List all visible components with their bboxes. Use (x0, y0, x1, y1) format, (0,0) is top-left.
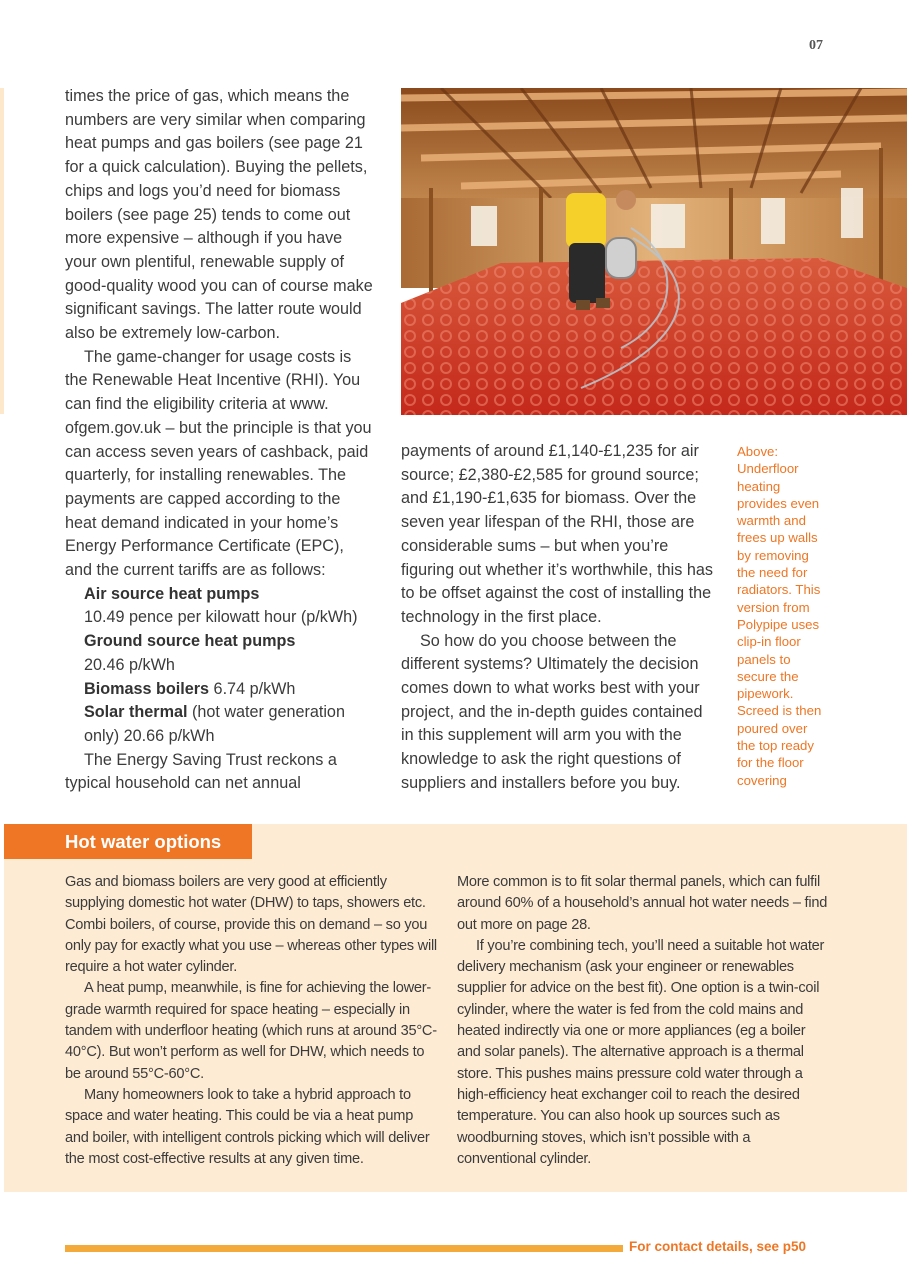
page-number: 07 (809, 38, 823, 53)
tariff-name: Ground source heat pumps (84, 632, 296, 651)
paragraph: The Energy Saving Trust reckons a typical household can net annual (65, 750, 337, 793)
footer-contact-link[interactable]: For contact details, see p50 (629, 1239, 807, 1254)
paragraph: The game-changer for usage costs is the Renewable Heat Incentive (RHI). You can find the eligibility criteria at www. ofgem.gov.uk – but the principle is that you can access seven years of cashback, paid quarterly, for installing renewables. The payments are capped according to the heat demand indicated in your home’s Energy Performance Certificate (EPC), and the current tariffs are as follows: (65, 347, 372, 580)
tariff-name: Solar thermal (84, 703, 188, 722)
photo-caption: Above: Underfloor heating provides even warmth and frees up walls by removing the need for radiators. This version from Polypipe uses clip-in floor panels to secure the pipework. Screed is then poured over the top ready for the floor covering (737, 444, 822, 788)
tariff-solar-thermal (65, 701, 375, 748)
paragraph: payments of around £1,140-£1,235 for air source; £2,380-£2,585 for ground source; and £1,190-£1,635 for biomass. Over the seven year lifespan of the RHI, those are considerable sums – but when you’re figuring out whether it’s worthwhile, this has to be offset against the cost of installing the technology in the first place. (401, 442, 713, 626)
paragraph: If you’re combining tech, you’ll need a suitable hot water delivery mechanism (ask your engineer or renewables supplier for advice on the best fit). One option is a twin-coil cylinder, where the water is fed from the cold mains and heated indirectly via one or more appliances (eg a boiler and solar panels). The alternative approach is a thermal store. This pushes mains pressure cold water through a high-efficiency heat exchanger coil to reach the desired temperature. You can also hook up sources such as woodburning stoves, which isn’t possible with a conventional cylinder. (457, 937, 825, 1167)
left-margin-rule (0, 88, 4, 414)
tariff-ground-source (65, 630, 375, 677)
tariff-biomass (65, 678, 375, 702)
middle-column (401, 440, 713, 796)
paragraph: times the price of gas, which means the numbers are very similar when comparing heat pumps and gas boilers (see page 21 for a quick calculation). Buying the pellets, chips and logs you’d need for biomass boilers (see page 25) tends to come out more expensive – although if you have your own plentiful, renewable supply of good-quality wood you can of course make significant savings. The latter route would also be extremely low-carbon. (65, 87, 373, 343)
paragraph: Many homeowners look to take a hybrid approach to space and water heating. This could be via a heat pump and boiler, with intelligent controls picking which will deliver the most cost-effective results at any given time. (65, 1086, 430, 1167)
tariff-detail: 10.49 pence per kilowatt hour (p/kWh) (84, 608, 358, 627)
tariff-detail: (hot water generation only) 20.66 p/kWh (84, 703, 345, 745)
hot-water-right-column (457, 872, 829, 1170)
tariff-name: Biomass boilers (84, 679, 210, 698)
tariff-detail: 20.46 p/kWh (84, 655, 175, 674)
tariff-name: Air source heat pumps (84, 584, 260, 603)
paragraph: More common is to fit solar thermal panels, which can fulfil around 60% of a household’s annual hot water needs – find out more on page 28. (457, 874, 828, 933)
paragraph: Gas and biomass boilers are very good at efficiently supplying domestic hot water (DHW) to taps, showers etc. Combi boilers, of course, provide this on demand – so you only pay for exactly what you use – whereas other types will require a hot water cylinder. (65, 874, 437, 976)
tariff-air-source (65, 583, 375, 630)
left-column (65, 85, 375, 796)
paragraph: A heat pump, meanwhile, is fine for achieving the lower-grade warmth required for space heating – especially in tandem with underfloor heating (which runs at around 35°C-40°C). But won’t perform as well for DHW, which needs to be around 55°C-60°C. (65, 980, 437, 1082)
footer-bar (65, 1245, 623, 1252)
tariff-detail: 6.74 p/kWh (209, 679, 296, 698)
paragraph: So how do you choose between the different systems? Ultimately the decision comes down to what works best with your project, and the in-depth guides contained in this supplement will arm you with the knowledge to ask the right questions of suppliers and installers before you buy. (401, 631, 703, 792)
hot-water-left-column (65, 872, 437, 1170)
underfloor-heating-photo (401, 88, 907, 415)
hot-water-heading: Hot water options (4, 824, 252, 859)
